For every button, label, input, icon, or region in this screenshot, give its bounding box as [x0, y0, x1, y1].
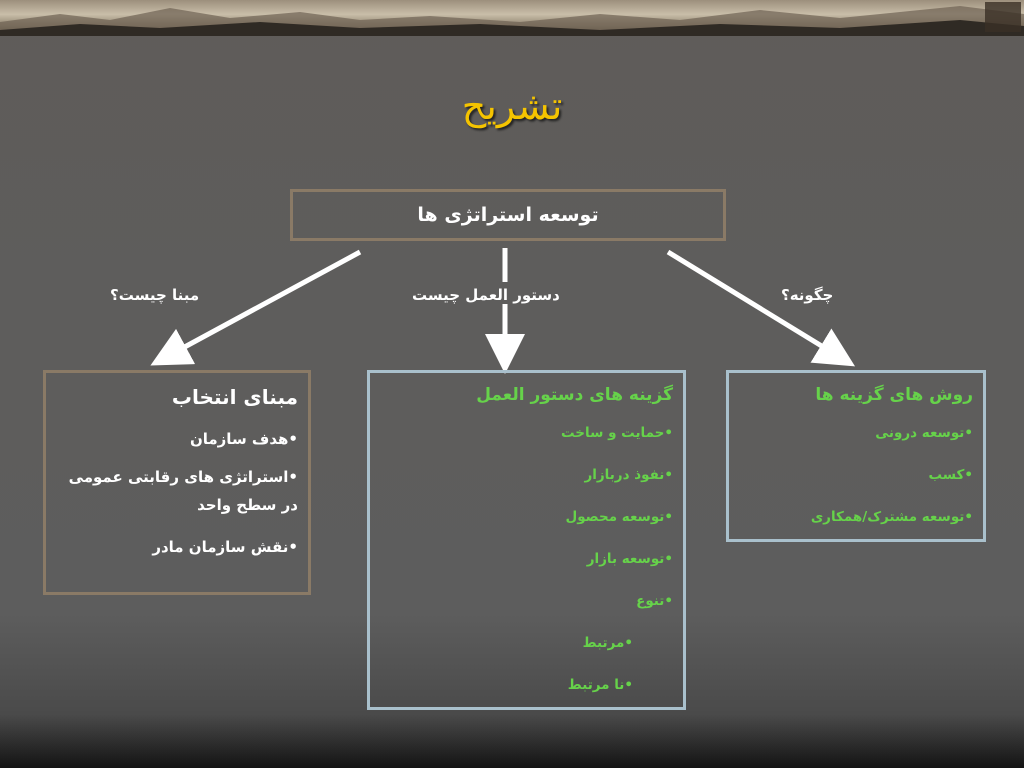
label-directive-question: دستور العمل چیست [412, 286, 560, 304]
label-basis-question: مبنا چیست؟ [110, 286, 200, 304]
directive-options-box [367, 370, 686, 710]
option-methods-box [726, 370, 986, 542]
list-item: •کسب [928, 467, 973, 483]
list-item: •استراتژی های رقابتی عمومی در سطح واحد [68, 468, 298, 514]
option-methods-heading: روش های گزینه ها [815, 385, 973, 405]
list-item: •تنوع [636, 593, 673, 609]
list-item: •نقش سازمان مادر [152, 538, 298, 556]
list-item: •توسعه درونی [875, 425, 973, 441]
arrow-left [168, 252, 360, 356]
list-item: •نفوذ دربازار [584, 467, 673, 483]
directive-options-heading: گزینه های دستور العمل [476, 385, 673, 405]
list-item: •توسعه محصول [565, 509, 673, 525]
list-item: •نا مرتبط [567, 677, 633, 693]
list-item: •هدف سازمان [189, 430, 298, 448]
selection-basis-list [56, 425, 298, 561]
selection-basis-box [43, 370, 311, 595]
option-methods-list [739, 423, 973, 527]
slide-title: تشریح [461, 84, 563, 128]
selection-basis-heading: مبنای انتخاب [171, 385, 298, 409]
strategy-development-label: توسعه استراتژی ها [417, 204, 599, 226]
list-item: •توسعه بازار [586, 551, 673, 567]
directive-options-list [380, 423, 673, 695]
label-how-question: چگونه؟ [781, 286, 834, 304]
arrow-right [668, 252, 838, 356]
list-item: •توسعه مشترک/همکاری [810, 509, 973, 525]
list-item: •حمایت و ساخت [561, 425, 673, 441]
list-item: •مرتبط [582, 635, 633, 651]
